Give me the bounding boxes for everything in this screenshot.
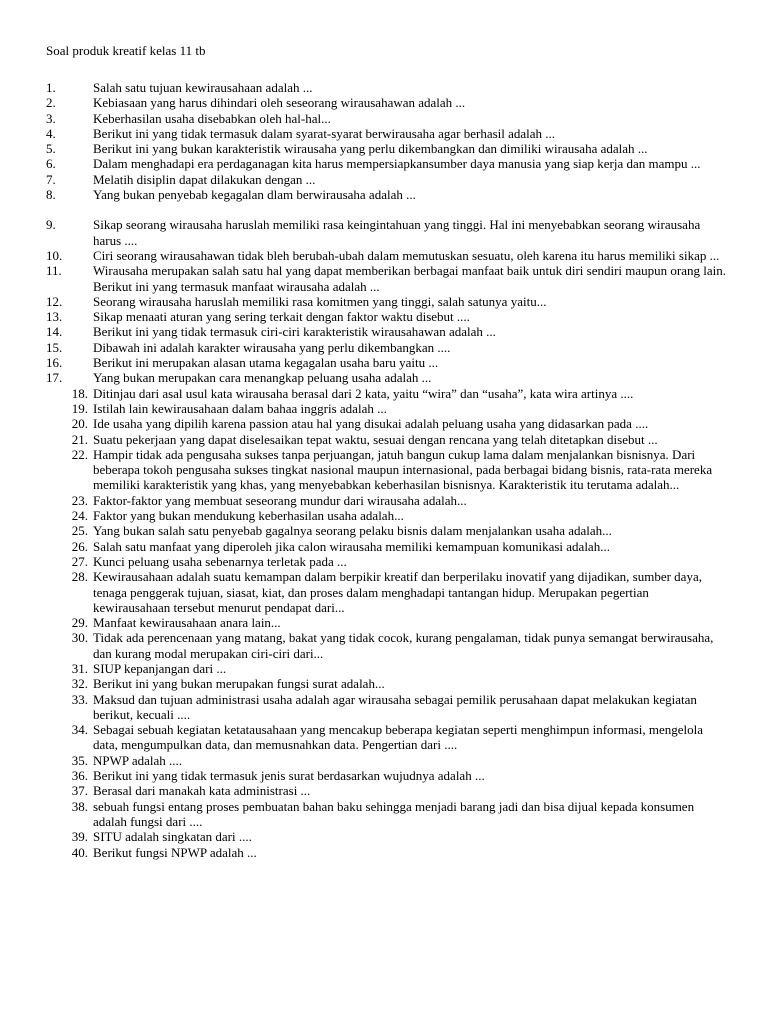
question-text: Manfaat kewirausahaan anara lain... [93,615,281,631]
question-text: Berikut fungsi NPWP adalah ... [93,844,257,860]
question-item [0,141,768,156]
question-text: Kunci peluang usaha sebenarnya terletak pada ... [93,553,347,569]
question-item [0,783,768,798]
question-list [0,80,768,860]
question-number: 6. [46,156,56,172]
question-number: 37. [71,783,88,799]
question-item [0,630,768,661]
question-number: 11. [46,263,62,279]
question-item [0,493,768,508]
question-number: 22. [71,446,88,462]
question-number: 7. [46,171,56,187]
question-text: Faktor yang bukan mendukung keberhasilan usaha adalah... [93,508,404,524]
question-number: 17. [46,370,63,386]
question-number: 15. [46,339,63,355]
question-text: SIUP kepanjangan dari ... [93,660,227,676]
question-text: Tidak ada perencenaan yang matang, bakat yang tidak cocok, kurang pengalaman, tidak punya semangat berwirausaha, dan kurang modal merupakan ciri-ciri dari... [93,630,714,661]
question-item [0,539,768,554]
question-number: 4. [46,125,56,141]
question-text: Hampir tidak ada pengusaha sukses tanpa perjuangan, jatuh bangun cukup lama dalam menjalankan bisnisnya. Dari beberapa tokoh pengusaha sukses tingkat nasional maupun internasional, pada berbagai bidang bisnis, rata-rata mereka memiliki karakteristik yang khas, yang menyebabkan keberhasilan bisnisnya. Karakteristik itu terutama adalah... [93,446,713,493]
question-item [0,554,768,569]
question-number: 23. [71,492,88,508]
question-text: Berikut ini yang tidak termasuk jenis surat berdasarkan wujudnya adalah ... [93,768,485,784]
question-text: Berikut ini yang bukan merupakan fungsi surat adalah... [93,676,385,692]
question-number: 38. [71,798,88,814]
question-item [0,676,768,691]
question-text: Suatu pekerjaan yang dapat diselesaikan tepat waktu, sesuai dengan rencana yang telah ditetapkan disebut ... [93,431,658,447]
question-item [0,370,768,385]
question-text: Berikut ini yang tidak termasuk dalam syarat-syarat berwirausaha agar berhasil adalah ... [93,125,556,141]
question-number: 13. [46,309,63,325]
question-number: 5. [46,141,56,157]
question-number: 34. [71,722,88,738]
question-text: Berasal dari manakah kata administrasi ... [93,783,311,799]
question-item [0,416,768,431]
question-item [0,768,768,783]
question-text: Ciri seorang wirausahawan tidak bleh berubah-ubah dalam memutuskan sesuatu, oleh karena itu harus memiliki sikap ... [93,247,720,263]
question-item [0,355,768,370]
question-text: Sebagai sebuah kegiatan ketatausahaan yang mencakup beberapa kegiatan seperti menghimpun informasi, mengelola data, mengumpulkan data, dan memusnahkan data. Pengertian dari .... [93,722,704,753]
question-text: Kebiasaan yang harus dihindari oleh seseorang wirausahawan adalah ... [93,95,466,111]
question-number: 28. [71,569,88,585]
question-item [0,447,768,493]
question-item [0,156,768,171]
question-item [0,111,768,126]
question-item [0,95,768,110]
question-text: Ide usaha yang dipilih karena passion atau hal yang disukai adalah peluang usaha yang didasarkan pada .... [93,416,649,432]
question-text: Faktor-faktor yang membuat seseorang mundur dari wirausaha adalah... [93,492,467,508]
question-number: 29. [71,615,88,631]
question-number: 21. [71,431,88,447]
question-item [0,217,768,248]
question-text: Yang bukan penyebab kegagalan dlam berwirausaha adalah ... [93,187,416,203]
document-title: Soal produk kreatif kelas 11 tb [46,43,206,58]
question-item [0,126,768,141]
question-text: Berikut ini yang tidak termasuk ciri-ciri karakteristik wirausahawan adalah ... [93,324,496,340]
question-text: Istilah lain kewirausahaan dalam bahaa inggris adalah ... [93,400,387,416]
question-item [0,569,768,615]
question-item [0,753,768,768]
question-item [0,661,768,676]
question-text: NPWP adalah .... [93,752,183,768]
question-text: Berikut ini merupakan alasan utama kegagalan usaha baru yaitu ... [93,355,439,371]
question-item [0,340,768,355]
question-number: 19. [71,400,88,416]
question-item [0,187,768,202]
question-number: 3. [46,110,56,126]
question-text: Keberhasilan usaha disebabkan oleh hal-hal... [93,110,331,126]
question-item [0,401,768,416]
question-number: 9. [46,217,56,233]
question-item [0,324,768,339]
question-number: 30. [71,630,88,646]
question-text: SITU adalah singkatan dari .... [93,829,252,845]
question-number: 18. [71,385,88,401]
question-item [0,508,768,523]
question-text: Kewirausahaan adalah suatu kemampan dalam berpikir kreatif dan berperilaku inovatif yang dijadikan, sumber daya, tenaga penggerak tujuan, siasat, kiat, dan proses dalam menghadapi tantangan hidup. Merupakan pegertian kewirausahaan tersebut menurut pendapat dari... [93,569,702,615]
question-number: 16. [46,355,63,371]
question-number: 36. [71,768,88,784]
question-number: 1. [46,80,56,95]
question-text: Yang bukan merupakan cara menangkap peluang usaha adalah ... [93,370,432,386]
question-number: 20. [71,416,88,432]
question-number: 10. [46,247,63,263]
question-item [0,845,768,860]
question-item [0,248,768,263]
question-text: Yang bukan salah satu penyebab gagalnya seorang pelaku bisnis dalam menjalankan usaha adalah... [93,523,612,539]
question-item [0,309,768,324]
question-number: 12. [46,293,63,309]
question-item [0,722,768,753]
question-number: 32. [71,676,88,692]
question-item [0,829,768,844]
question-number: 39. [71,829,88,845]
question-text: sebuah fungsi entang proses pembuatan bahan baku sehingga menjadi barang jadi dan bisa dijual kepada konsumen adalah fungsi dari .... [93,798,695,829]
question-number: 35. [71,752,88,768]
question-text: Ditinjau dari asal usul kata wirausaha berasal dari 2 kata, yaitu “wira” dan “usaha”, kata wira artinya .... [93,385,634,401]
question-text: Wirausaha merupakan salah satu hal yang dapat memberikan berbagai manfaat baik untuk diri sendiri maupun orang lain. Berikut ini yang termasuk manfaat wirausaha adalah ... [93,263,727,294]
question-number: 26. [71,538,88,554]
question-text: Salah satu manfaat yang diperoleh jika calon wirausaha memiliki kemampuan komunikasi adalah... [93,538,610,554]
question-text: Sikap menaati aturan yang sering terkait dengan faktor waktu disebut .... [93,309,470,325]
question-text: Maksud dan tujuan administrasi usaha adalah agar wirausaha sebagai pemilik perusahaan dapat melakukan kegiatan berikut, kecuali .... [93,691,697,722]
question-item [0,799,768,830]
question-item [0,692,768,723]
question-number: 40. [71,844,88,860]
question-number: 2. [46,95,56,111]
question-item [0,80,768,95]
question-item [0,432,768,447]
question-number: 31. [71,660,88,676]
question-number: 27. [71,553,88,569]
question-number: 14. [46,324,63,340]
question-number: 33. [71,691,88,707]
question-number: 25. [71,523,88,539]
question-item [0,386,768,401]
question-number: 8. [46,187,56,203]
question-text: Melatih disiplin dapat dilakukan dengan ... [93,171,316,187]
question-text: Sikap seorang wirausaha haruslah memiliki rasa keingintahuan yang tinggi. Hal ini menyebabkan seorang wirausaha harus .... [93,217,701,248]
question-number: 24. [71,508,88,524]
question-item [0,172,768,187]
question-text: Berikut ini yang bukan karakteristik wirausaha yang perlu dikembangkan dan dimiliki wirausaha adalah ... [93,141,648,157]
question-item [0,294,768,309]
question-text: Seorang wirausaha haruslah memiliki rasa komitmen yang tinggi, salah satunya yaitu... [93,293,547,309]
question-item [0,523,768,538]
question-item [0,615,768,630]
question-item [0,263,768,294]
question-text: Dalam menghadapi era perdaganagan kita harus mempersiapkansumber daya manusia yang siap kerja dan mampu ... [93,156,701,172]
question-text: Dibawah ini adalah karakter wirausaha yang perlu dikembangkan .... [93,339,451,355]
question-text: Salah satu tujuan kewirausahaan adalah ... [93,80,313,95]
